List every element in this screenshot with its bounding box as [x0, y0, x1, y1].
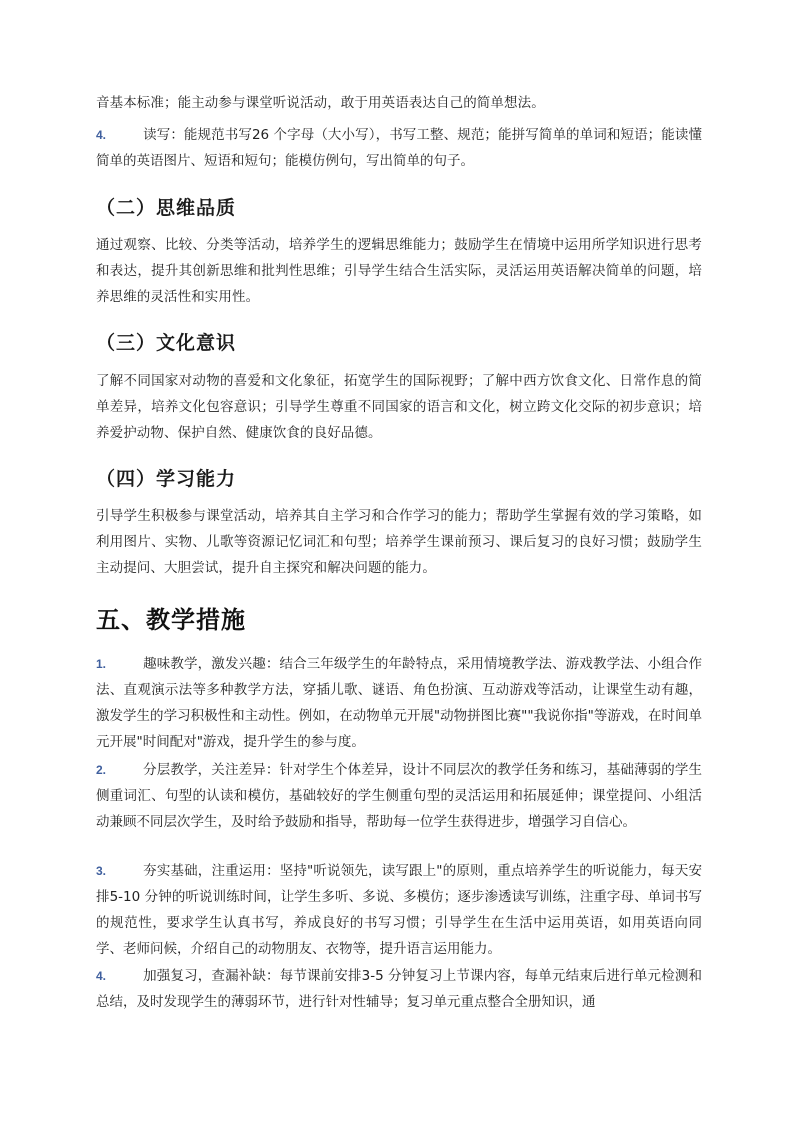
thinking-text: 通过观察、比较、分类等活动，培养学生的逻辑思维能力；鼓励学生在情境中运用所学知识进行思考和表达，提升其创新思维和批判性思维；引导学生结合生活实际，灵活运用英语解决简单的问题，培养思维的灵活性和实用性。 [96, 237, 702, 305]
intro-paragraph [96, 90, 702, 116]
culture-paragraph [96, 368, 702, 446]
learning-text: 引导学生积极参与课堂活动，培养其自主学习和合作学习的能力；帮助学生掌握有效的学习策略，如利用图片、实物、儿歌等资源记忆词汇和句型；培养学生课前预习、课后复习的良好习惯；鼓励学生主动提问、大胆尝试，提升自主探究和解决问题的能力。 [96, 508, 702, 576]
thinking-paragraph [96, 232, 702, 310]
skills-list-item-4 [96, 122, 702, 174]
section-heading-measures: 五、教学措施 [96, 606, 246, 634]
list-item-text: 分层教学，关注差异：针对学生个体差异，设计不同层次的教学任务和练习，基础薄弱的学生侧重词汇、句型的认读和模仿，基础较好的学生侧重句型的灵活运用和拓展延伸；课堂提问、小组活动兼顾不同层次学生，及时给予鼓励和指导，帮助每一位学生获得进步，增强学习自信心。 [96, 762, 702, 830]
list-item-text: 读写：能规范书写26 个字母（大小写），书写工整、规范；能拼写简单的单词和短语；能读懂简单的英语图片、短语和短句；能模仿例句，写出简单的句子。 [96, 127, 702, 169]
list-item-number: 2. [96, 763, 107, 777]
section-measures [96, 602, 702, 638]
measures-list-item-3 [96, 858, 702, 962]
measures-list-item-4 [96, 963, 702, 1015]
list-item-number: 3. [96, 864, 107, 878]
section-learning [96, 464, 702, 494]
list-item-number: 4. [96, 969, 107, 983]
section-culture [96, 328, 702, 358]
list-item-number: 4. [96, 128, 107, 142]
measures-list-item-2 [96, 757, 702, 835]
list-item-text: 加强复习，查漏补缺：每节课前安排3-5 分钟复习上节课内容，每单元结束后进行单元检测和总结，及时发现学生的薄弱环节，进行针对性辅导；复习单元重点整合全册知识，通 [96, 968, 702, 1010]
learning-paragraph [96, 503, 702, 581]
list-item-text: 趣味教学，激发兴趣：结合三年级学生的年龄特点，采用情境教学法、游戏教学法、小组合作法、直观演示法等多种教学方法，穿插儿歌、谜语、角色扮演、互动游戏等活动，让课堂生动有趣，激发学生的学习积极性和主动性。例如，在动物单元开展"动物拼图比赛""我说你指"等游戏，在时间单元开展"时间配对"游戏，提升学生的参与度。 [96, 656, 702, 750]
culture-text: 了解不同国家对动物的喜爱和文化象征，拓宽学生的国际视野；了解中西方饮食文化、日常作息的简单差异，培养文化包容意识；引导学生尊重不同国家的语言和文化，树立跨文化交际的初步意识；培养爱护动物、保护自然、健康饮食的良好品德。 [96, 373, 702, 441]
sub-heading-learning: （四）学习能力 [96, 468, 237, 490]
list-item-number: 1. [96, 657, 107, 671]
list-item-text: 夯实基础，注重运用：坚持"听说领先，读写跟上"的原则，重点培养学生的听说能力，每天安排5-10 分钟的听说训练时间，让学生多听、多说、多模仿；逐步渗透读写训练，注重字母、单词书写的规范性，要求学生认真书写，养成良好的书写习惯；引导学生在生活中运用英语，如用英语向同学、老师问候，介绍自己的动物朋友、衣物等，提升语言运用能力。 [96, 863, 702, 957]
measures-list-item-1 [96, 651, 702, 755]
section-thinking [96, 193, 702, 223]
sub-heading-culture: （三）文化意识 [96, 332, 237, 354]
intro-text: 音基本标准；能主动参与课堂听说活动，敢于用英语表达自己的简单想法。 [96, 95, 545, 111]
sub-heading-thinking: （二）思维品质 [96, 197, 237, 219]
